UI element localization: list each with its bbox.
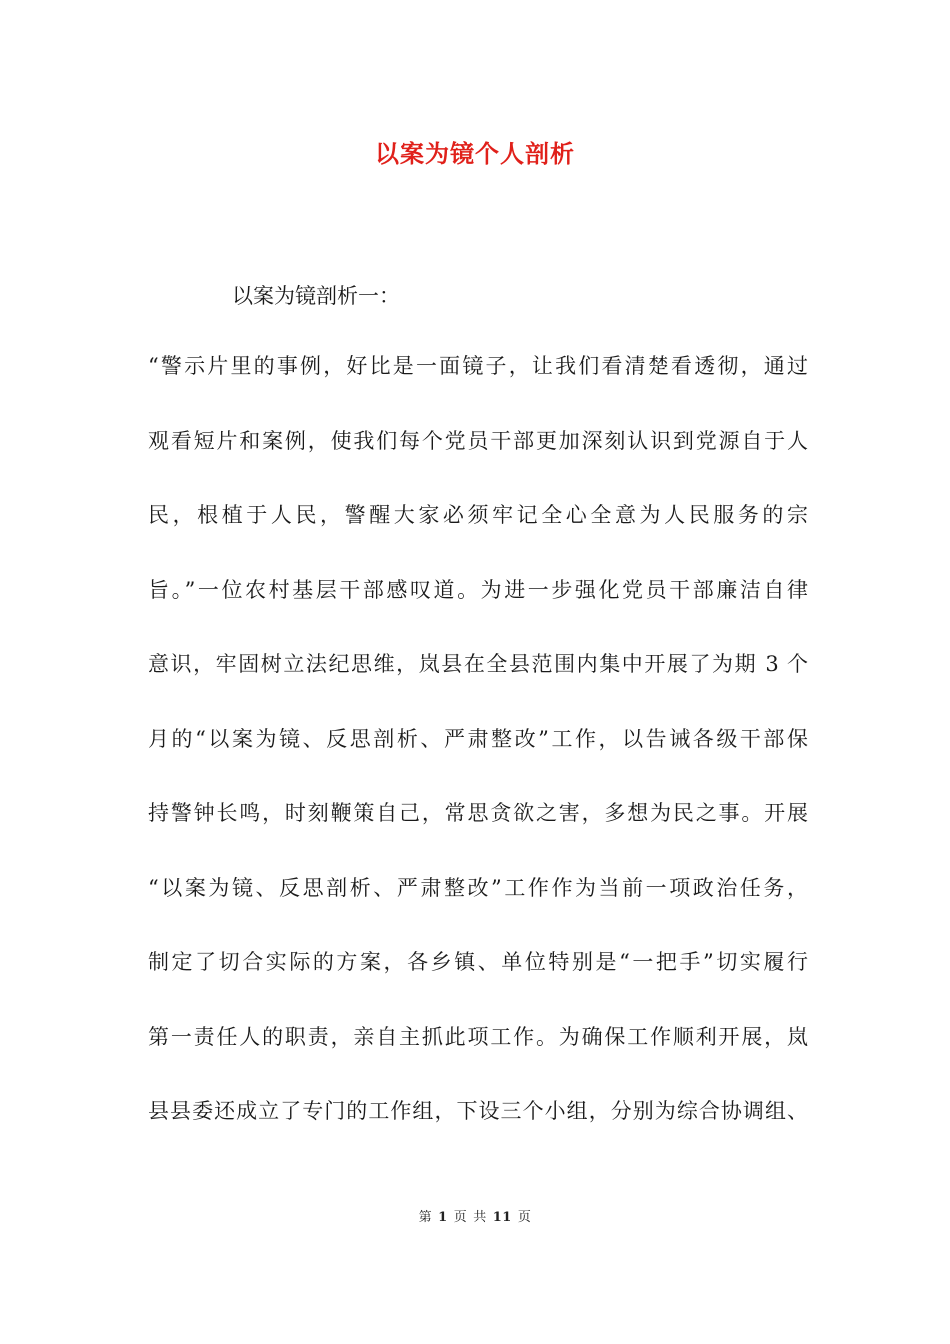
body-line: 月的“以案为镜、反思剖析、严肃整改”工作，以告诫各级干部保 bbox=[148, 726, 808, 751]
footer-total-unit: 页 bbox=[517, 1210, 532, 1225]
footer-prefix: 第 bbox=[418, 1210, 433, 1225]
footer-page-unit: 页 bbox=[453, 1210, 468, 1225]
page-footer bbox=[0, 1208, 950, 1228]
body-line: 观看短片和案例，使我们每个党员干部更加深刻认识到党源自于人 bbox=[148, 428, 808, 453]
footer-current-page: 1 bbox=[438, 1210, 448, 1225]
body-line: 第一责任人的职责，亲自主抓此项工作。为确保工作顺利开展，岚 bbox=[148, 1024, 808, 1049]
body-line: “以案为镜、反思剖析、严肃整改”工作作为当前一项政治任务， bbox=[148, 875, 808, 900]
section-subheading: 以案为镜剖析一： bbox=[232, 284, 400, 308]
body-line: 持警钟长鸣，时刻鞭策自己，常思贪欲之害，多想为民之事。开展 bbox=[148, 801, 808, 825]
body-line: 制定了切合实际的方案，各乡镇、单位特别是“一把手”切实履行 bbox=[148, 950, 808, 974]
body-line: “警示片里的事例，好比是一面镜子，让我们看清楚看透彻，通过 bbox=[148, 354, 808, 378]
footer-total-label: 共 bbox=[473, 1210, 487, 1225]
document-title: 以案为镜个人剖析 bbox=[375, 139, 575, 168]
body-line: 意识，牢固树立法纪思维，岚县在全县范围内集中开展了为期 3 个 bbox=[148, 652, 808, 676]
body-line: 县县委还成立了专门的工作组，下设三个小组，分别为综合协调组、 bbox=[148, 1099, 808, 1123]
footer-total-pages: 11 bbox=[492, 1210, 512, 1225]
body-line: 民，根植于人民，警醒大家必须牢记全心全意为人民服务的宗 bbox=[148, 503, 808, 527]
body-text bbox=[148, 346, 808, 1166]
body-line: 旨。”一位农村基层干部感叹道。为进一步强化党员干部廉洁自律 bbox=[148, 577, 808, 602]
